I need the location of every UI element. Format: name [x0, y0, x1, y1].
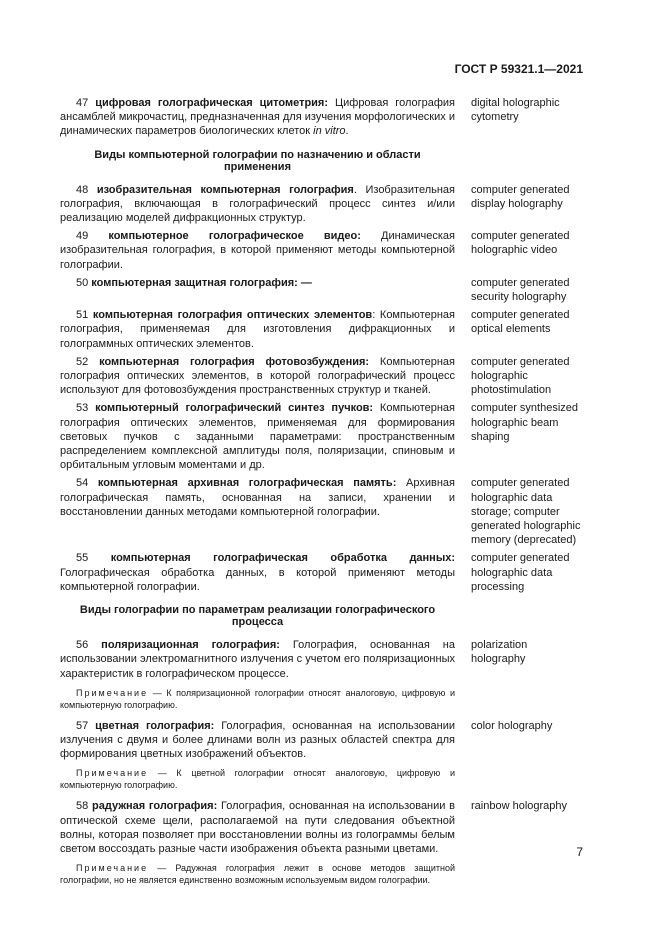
term-english: computer generated holographic data processing [471, 552, 570, 593]
term-number: 50 [76, 276, 92, 289]
note-label: Примечание [76, 768, 149, 779]
term-name: компьютерная архивная голографическая память: [97, 477, 397, 490]
term-entry [60, 276, 581, 304]
term-definition-ru [60, 799, 455, 856]
term-name: компьютерная голография оптических элементов [92, 309, 373, 322]
term-entry [60, 401, 581, 472]
term-number: 48 [76, 183, 97, 196]
term-english: color holography [471, 719, 553, 732]
note [60, 862, 455, 886]
term-number: 54 [76, 477, 98, 490]
term-definition-text: Цифровая голография ансамблей микрочастиц, предназначенная для изучения морфологических и динамических параметров биологических клеток [60, 97, 456, 138]
document-code: ГОСТ Р 59321.1—2021 [454, 62, 583, 76]
term-name: цифровая голографическая цитометрия: [95, 97, 329, 109]
term-entry [60, 476, 581, 547]
term-english: digital holographic cytometry [471, 97, 560, 124]
term-name: компьютерная голография фотовозбуждения: [99, 355, 370, 368]
term-english: computer generated security holography [471, 276, 570, 304]
term-definition-ru [60, 638, 455, 681]
note-text: — К цветной голографии относят аналоговую, цифровую и компьютерную голографию. [60, 768, 455, 791]
term-entry [60, 96, 581, 139]
term-definition-text: Динамическая изобразительная голография, в которой применяют методы компьютерной голографии. [60, 230, 455, 271]
term-name: изобразительная компьютерная голография [96, 183, 354, 196]
term-definition-ru [60, 308, 455, 351]
term-entry [60, 638, 581, 681]
term-number: 57 [76, 719, 96, 732]
term-definition-ru [60, 96, 455, 139]
term-definition-italic: in vitro [313, 125, 346, 138]
term-english: computer synthesized holographic beam shaping [471, 402, 578, 443]
term-definition-text: . Изобразительная голография, включающая в голографический процесс синтез и/или реализацию моделей дифракционных структур. [60, 183, 455, 225]
term-english: computer generated holographic video [471, 230, 570, 257]
term-number: 51 [76, 309, 93, 322]
term-definition-text: Голография, основанная на использовании электромагнитного излучения с учетом его поляризационных характеристик в голографическом процессе. [60, 639, 455, 680]
term-name: радужная голография: [92, 800, 218, 813]
term-definition-ru [60, 229, 455, 272]
term-entry [60, 355, 581, 398]
term-definition-ru [60, 476, 455, 547]
term-entry [60, 551, 581, 594]
term-number: 52 [76, 355, 100, 368]
term-definition-ru [60, 401, 455, 472]
term-number: 58 [76, 800, 92, 813]
term-entry [60, 799, 581, 856]
term-name: цветная голография: [95, 719, 215, 732]
note [60, 687, 455, 711]
section-heading: Виды голографии по параметрам реализации голографического процесса [79, 604, 436, 629]
term-number: 49 [76, 230, 109, 243]
term-entry [60, 719, 581, 762]
term-number: 55 [76, 552, 111, 565]
term-number: 47 [76, 97, 96, 109]
term-english: computer generated optical elements [471, 309, 570, 336]
note [60, 767, 455, 791]
term-definition-text: Голография, основанная на использовании в оптической схеме щели, располагаемой на пути следования объектной волны, которая позволяет при восстановлении волны из голограммы белым светом воссоздать разные части изображения объекта разными цветами. [60, 800, 456, 855]
term-name: компьютерная защитная голография: — [91, 276, 312, 289]
term-definition-text: Компьютерная голография оптических элементов, применяемая для формирования световых пучков с заданными параметрами: пространственным распределением комплексной амплитуды поля, поляризации, спиновым и орбитальным угловым моментами и др. [60, 402, 456, 472]
term-definition-ru [60, 276, 455, 304]
term-definition-text: : Компьютерная голография, применяемая для изготовления дифракционных и голограммных оптических элементов. [60, 309, 455, 350]
note-text: — Радужная голография лежит в основе методов защитной голографии, но не является единственно возможным используемым видом голографии. [60, 863, 455, 886]
term-definition-text: Компьютерная голография оптических элементов, в которой голографический процесс используют для фотовозбуждения пространственных структур и тканей. [60, 355, 456, 397]
terms-list [60, 96, 581, 894]
term-name: компьютерное голографическое видео: [108, 230, 361, 243]
note-text: — К поляризационной голографии относят аналоговую, цифровую и компьютерную голографию. [60, 687, 455, 710]
term-entry [60, 229, 581, 272]
term-definition-ru [60, 551, 455, 594]
term-definition-text: . [345, 125, 349, 138]
term-number: 53 [76, 402, 96, 415]
term-definition-ru [60, 355, 455, 398]
term-entry [60, 308, 581, 351]
term-entry [60, 183, 581, 226]
term-definition-text: Голографическая обработка данных, в которой применяют методы компьютерной голографии. [60, 566, 455, 593]
term-english: computer generated display holography [471, 183, 570, 210]
page-number: 7 [576, 845, 583, 859]
term-definition-text: Голография, основанная на использовании излучения с двумя и более длинами волн из разных областей спектра для формирования цветных изображений объектов. [60, 719, 456, 761]
term-name: компьютерный голографический синтез пучков: [95, 402, 374, 415]
term-definition-ru [60, 183, 455, 226]
term-english: computer generated holographic data storage; computer generated holographic memory (deprecated) [471, 477, 581, 547]
term-definition-text: Архивная голографическая память, основанная на записи, хранении и восстановлении данных методами компьютерной голографии. [60, 477, 455, 518]
term-english: computer generated holographic photostimulation [471, 355, 570, 397]
term-name: поляризационная голография: [101, 639, 280, 652]
note-label: Примечание [76, 687, 149, 698]
note-label: Примечание [76, 863, 149, 874]
term-english: rainbow holography [471, 800, 568, 813]
term-number: 56 [76, 639, 102, 652]
section-heading: Виды компьютерной голографии по назначению и области применения [94, 148, 421, 173]
term-name: компьютерная голографическая обработка данных: [110, 552, 456, 565]
term-english: polarization holography [471, 639, 528, 666]
term-definition-ru [60, 719, 455, 762]
